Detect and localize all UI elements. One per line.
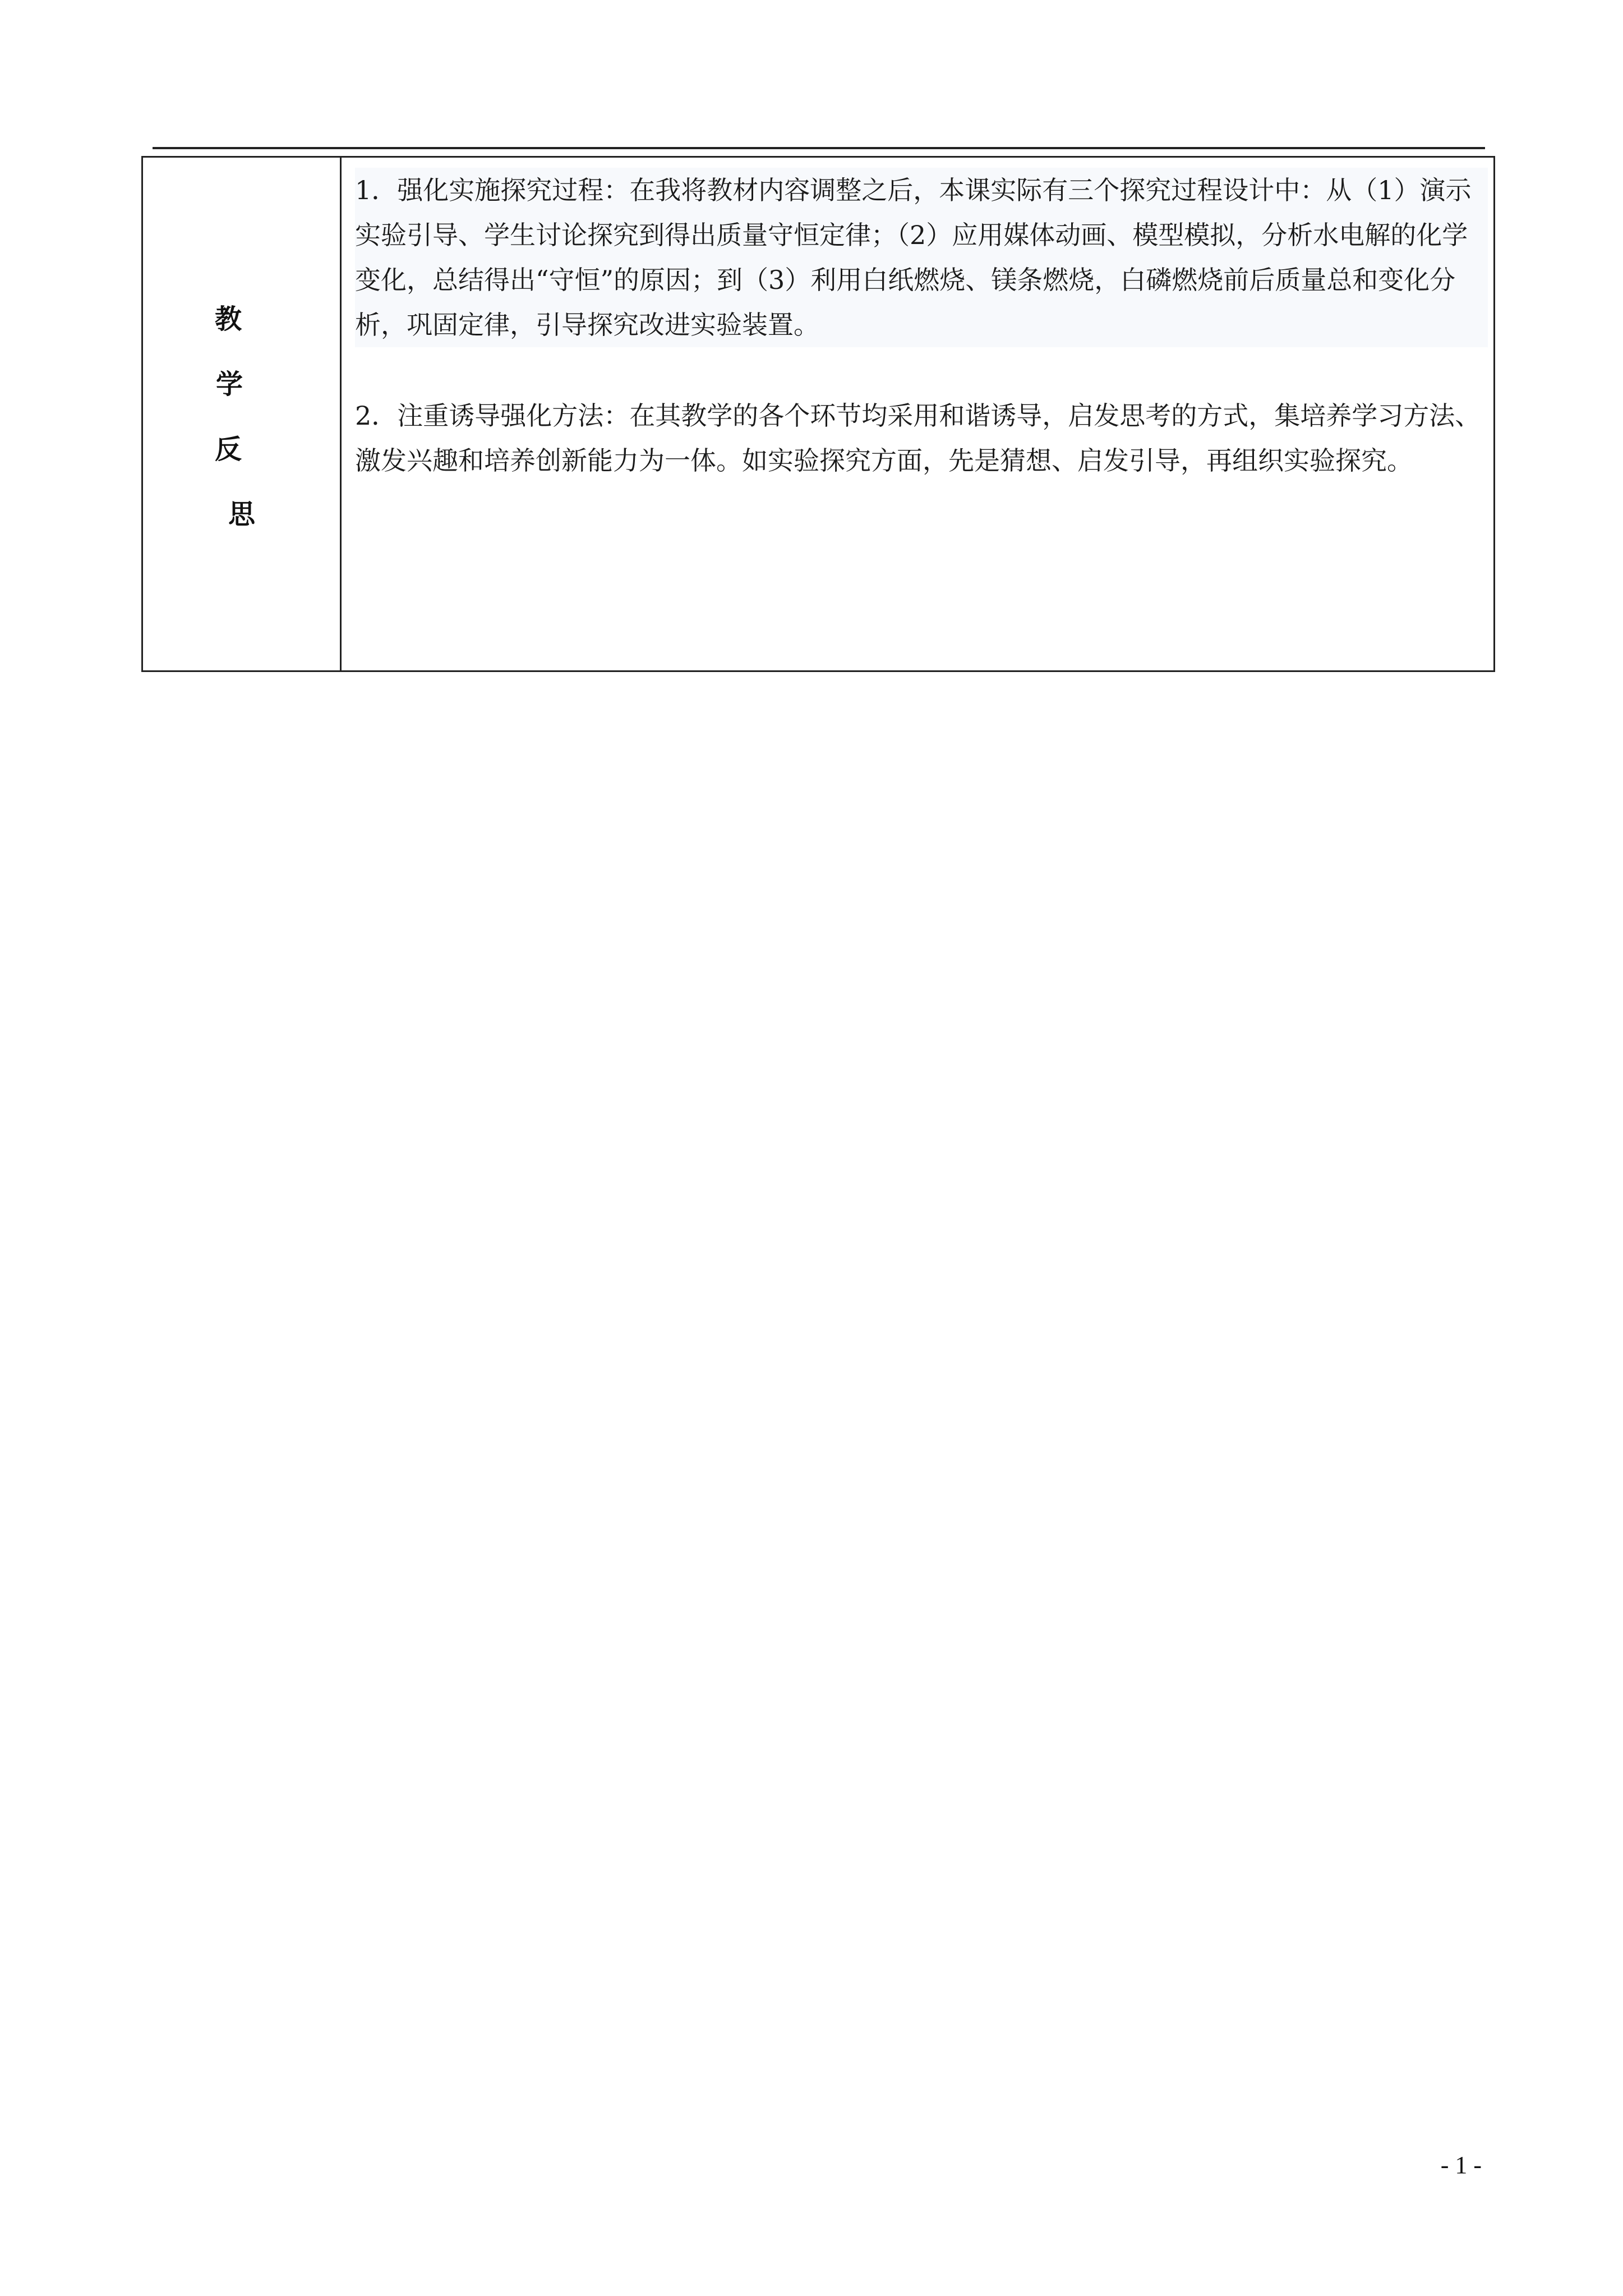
content-cell xyxy=(342,158,1493,670)
paragraph-1: 1．强化实施探究过程：在我将教材内容调整之后，本课实际有三个探究过程设计中：从（1）演示实验引导、学生讨论探究到得出质量守恒定律；（2）应用媒体动画、模型模拟，分析水电解的化学变化，总结得出“守恒”的原因；到（3）利用白纸燃烧、镁条燃烧，白磷燃烧前后质量总和变化分析，巩固定律，引导探究改进实验装置。 xyxy=(355,168,1488,347)
page-number: - 1 - xyxy=(1440,2151,1482,2179)
label-char-2: 学 xyxy=(216,369,243,400)
label-char-1: 教 xyxy=(215,303,242,335)
label-cell xyxy=(143,158,342,670)
paragraph-2: 2．注重诱导强化方法：在其教学的各个环节均采用和谐诱导，启发思考的方式，集培养学习方法、激发兴趣和培养创新能力为一体。如实验探究方面，先是猜想、启发引导，再组织实验探究。 xyxy=(355,401,1481,476)
header-rule xyxy=(153,147,1485,149)
reflection-table xyxy=(141,156,1495,672)
label-char-4: 思 xyxy=(228,499,256,530)
label-char-3: 反 xyxy=(215,434,242,465)
